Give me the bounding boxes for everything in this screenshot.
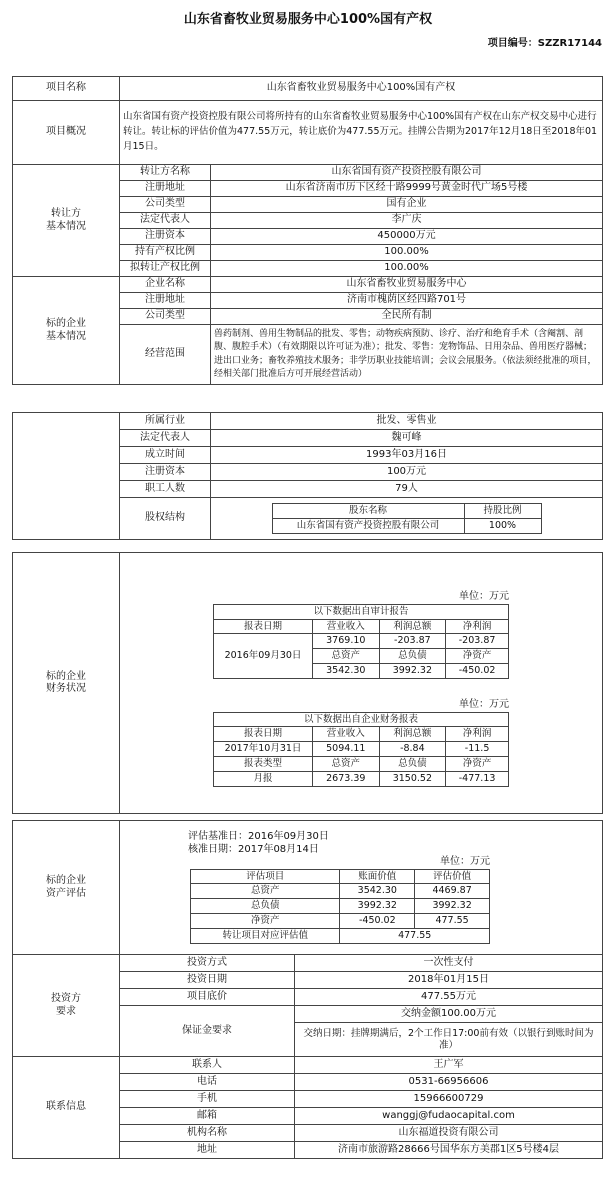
target-extra-label (13, 413, 120, 540)
financial-statement-table (213, 712, 509, 787)
finance-label-line2: 财务状况 (46, 683, 86, 694)
audit-cell: -203.87 (446, 634, 509, 649)
transferor-label-line2: 基本情况 (46, 220, 86, 232)
audit-cell: 3542.30 (313, 664, 380, 679)
contact-email: wanggj@fudaocapital.com (295, 1108, 603, 1125)
audit-date: 2016年09月30日 (214, 634, 313, 679)
target-key: 公司类型 (120, 309, 211, 325)
transferor-key: 注册资本 (120, 229, 211, 245)
valuation-cell: 3992.32 (415, 899, 490, 914)
report-caption: 以下数据出自企业财务报表 (214, 712, 509, 727)
valuation-cell: 3542.30 (340, 884, 415, 899)
audit-subheader: 净资产 (446, 649, 509, 664)
contact-phone: 0531-66956606 (295, 1074, 603, 1091)
report-cell: 2673.39 (313, 772, 380, 787)
investor-key: 项目底价 (120, 989, 295, 1006)
audit-unit: 单位：万元 (459, 591, 509, 603)
equity-table (272, 503, 542, 534)
audit-header: 利润总额 (379, 619, 446, 634)
valuation-header: 评估价值 (415, 869, 490, 884)
target-basic-label (13, 277, 120, 385)
equity-holder-name: 山东省国有资产投资控股有限公司 (272, 519, 464, 534)
project-info-table (12, 76, 603, 385)
valuation-base-date: 评估基准日：2016年09月30日 (188, 831, 329, 843)
valuation-cell: 477.55 (415, 914, 490, 929)
transferor-key: 公司类型 (120, 197, 211, 213)
equity-header-name: 股东名称 (272, 504, 464, 519)
investor-label (13, 955, 120, 1057)
target-extra-key: 注册资本 (120, 464, 211, 481)
transferor-label-line1: 转让方 (51, 208, 81, 219)
report-subheader: 报表类型 (214, 757, 313, 772)
business-scope-value: 兽药制剂、兽用生物制品的批发、零售；动物疾病预防、诊疗、治疗和绝育手术（含阉割、剖腹、腹腔手术）（有效期限以许可证为准）；批发、零售：宠物饰品、日用杂品、兽用医疗器械；进出口业务；畜牧养殖技术服务；非学历职业技能培训；会议会展服务。（依法须经批准的项目，经相关部门批准后方可开展经营活动） (211, 325, 603, 385)
contact-label: 联系信息 (13, 1057, 120, 1159)
valuation-cell: 总资产 (191, 884, 340, 899)
report-header: 净利润 (446, 727, 509, 742)
audit-cell: 3992.32 (379, 664, 446, 679)
audit-report-table (213, 604, 509, 679)
target-extra-value: 100万元 (211, 464, 603, 481)
contact-address: 济南市旅游路28666号国华东方美郡1区5号楼4层 (295, 1142, 603, 1159)
valuation-unit: 单位：万元 (440, 856, 490, 868)
valuation-total-label: 转让项目对应评估值 (191, 929, 340, 944)
business-scope-label: 经营范围 (120, 325, 211, 385)
target-basic-label-line2: 基本情况 (46, 330, 86, 342)
investor-label-line2: 要求 (56, 1005, 76, 1017)
audit-cell: -203.87 (379, 634, 446, 649)
report-unit: 单位：万元 (459, 699, 509, 710)
deposit-amount: 交纳金额100.00万元 (295, 1006, 603, 1023)
finance-label (13, 553, 120, 814)
project-number: 项目编号：SZZR17144 (487, 38, 602, 49)
valuation-header: 账面价值 (340, 869, 415, 884)
investor-key: 投资日期 (120, 972, 295, 989)
transferor-key: 注册地址 (120, 181, 211, 197)
transferor-value: 450000万元 (211, 229, 603, 245)
report-cell: -477.13 (446, 772, 509, 787)
audit-cell: -450.02 (446, 664, 509, 679)
audit-header: 报表日期 (214, 619, 313, 634)
project-name-label: 项目名称 (13, 77, 120, 101)
contact-key: 联系人 (120, 1057, 295, 1074)
overview-label: 项目概况 (13, 101, 120, 165)
deposit-date: 交纳日期：挂牌期满后，2个工作日17:00前有效（以银行到账时间为准） (295, 1023, 603, 1057)
valuation-approve-date: 核准日期：2017年08月14日 (188, 843, 319, 855)
valuation-cell: 净资产 (191, 914, 340, 929)
project-name-value: 山东省畜牧业贸易服务中心100%国有产权 (120, 77, 603, 101)
valuation-cell: 3992.32 (340, 899, 415, 914)
report-cell: -11.5 (446, 742, 509, 757)
target-value: 全民所有制 (211, 309, 603, 325)
finance-content (120, 553, 603, 814)
valuation-label-line2: 资产评估 (46, 887, 86, 899)
transferor-key: 转让方名称 (120, 165, 211, 181)
valuation-label (13, 821, 120, 955)
audit-header: 净利润 (446, 619, 509, 634)
audit-cell: 3769.10 (313, 634, 380, 649)
report-cell: 5094.11 (313, 742, 380, 757)
investor-value: 2018年01月15日 (295, 972, 603, 989)
report-cell: 3150.52 (379, 772, 446, 787)
contact-org: 山东福道投资有限公司 (295, 1125, 603, 1142)
contact-key: 地址 (120, 1142, 295, 1159)
equity-header-ratio: 持股比例 (464, 504, 541, 519)
target-extra-value: 批发、零售业 (211, 413, 603, 430)
target-extra-key: 所属行业 (120, 413, 211, 430)
contact-key: 手机 (120, 1091, 295, 1108)
target-extra-value: 魏可峰 (211, 430, 603, 447)
report-subheader: 总资产 (313, 757, 380, 772)
equity-structure-label: 股权结构 (120, 498, 211, 540)
investor-value: 一次性支付 (295, 955, 603, 972)
target-extra-key: 职工人数 (120, 481, 211, 498)
audit-header: 营业收入 (313, 619, 380, 634)
contact-key: 机构名称 (120, 1125, 295, 1142)
report-cell: -8.84 (379, 742, 446, 757)
transferor-value: 山东省国有资产投资控股有限公司 (211, 165, 603, 181)
audit-caption: 以下数据出自审计报告 (214, 604, 509, 619)
valuation-table (12, 820, 603, 1159)
investor-label-line1: 投资方 (51, 993, 81, 1004)
contact-key: 电话 (120, 1074, 295, 1091)
target-extra-key: 法定代表人 (120, 430, 211, 447)
contact-mobile: 15966600729 (295, 1091, 603, 1108)
transferor-key: 法定代表人 (120, 213, 211, 229)
target-key: 注册地址 (120, 293, 211, 309)
deposit-label: 保证金要求 (120, 1006, 295, 1057)
transferor-key: 持有产权比例 (120, 245, 211, 261)
valuation-cell: -450.02 (340, 914, 415, 929)
equity-structure-cell (211, 498, 603, 540)
contact-key: 邮箱 (120, 1108, 295, 1125)
valuation-cell: 总负债 (191, 899, 340, 914)
target-extra-value: 79人 (211, 481, 603, 498)
transferor-value: 李广庆 (211, 213, 603, 229)
report-header: 营业收入 (313, 727, 380, 742)
transferor-key: 拟转让产权比例 (120, 261, 211, 277)
valuation-label-line1: 标的企业 (46, 875, 86, 886)
transferor-label (13, 165, 120, 277)
target-extra-key: 成立时间 (120, 447, 211, 464)
target-value: 济南市槐荫区经四路701号 (211, 293, 603, 309)
report-subheader: 净资产 (446, 757, 509, 772)
transferor-value: 100.00% (211, 245, 603, 261)
investor-value: 477.55万元 (295, 989, 603, 1006)
page-title: 山东省畜牧业贸易服务中心100%国有产权 (183, 12, 433, 27)
transferor-value: 山东省济南市历下区经十路9999号黄金时代广场5号楼 (211, 181, 603, 197)
overview-value: 山东省国有资产投资控股有限公司将所持有的山东省畜牧业贸易服务中心100%国有产权在山东产权交易中心进行转让。转让标的评估价值为477.55万元，转让底价为477.55万元。挂牌公告期为2017年12月18日至2018年01月15日。 (120, 101, 603, 165)
audit-subheader: 总负债 (379, 649, 446, 664)
finance-label-line1: 标的企业 (46, 670, 86, 682)
valuation-cell: 4469.87 (415, 884, 490, 899)
report-cell: 2017年10月31日 (214, 742, 313, 757)
contact-value: 王广军 (295, 1057, 603, 1074)
equity-holder-ratio: 100% (464, 519, 541, 534)
report-cell: 月报 (214, 772, 313, 787)
report-header: 利润总额 (379, 727, 446, 742)
target-key: 企业名称 (120, 277, 211, 293)
report-subheader: 总负债 (379, 757, 446, 772)
target-extra-table (12, 412, 603, 540)
valuation-content (120, 821, 603, 955)
investor-key: 投资方式 (120, 955, 295, 972)
report-header: 报表日期 (214, 727, 313, 742)
target-value: 山东省畜牧业贸易服务中心 (211, 277, 603, 293)
transferor-value: 国有企业 (211, 197, 603, 213)
transferor-value: 100.00% (211, 261, 603, 277)
valuation-header: 评估项目 (191, 869, 340, 884)
finance-table (12, 552, 603, 814)
valuation-result-table (190, 869, 490, 944)
valuation-total-value: 477.55 (340, 929, 490, 944)
audit-subheader: 总资产 (313, 649, 380, 664)
target-extra-value: 1993年03月16日 (211, 447, 603, 464)
target-basic-label-line1: 标的企业 (46, 318, 86, 329)
